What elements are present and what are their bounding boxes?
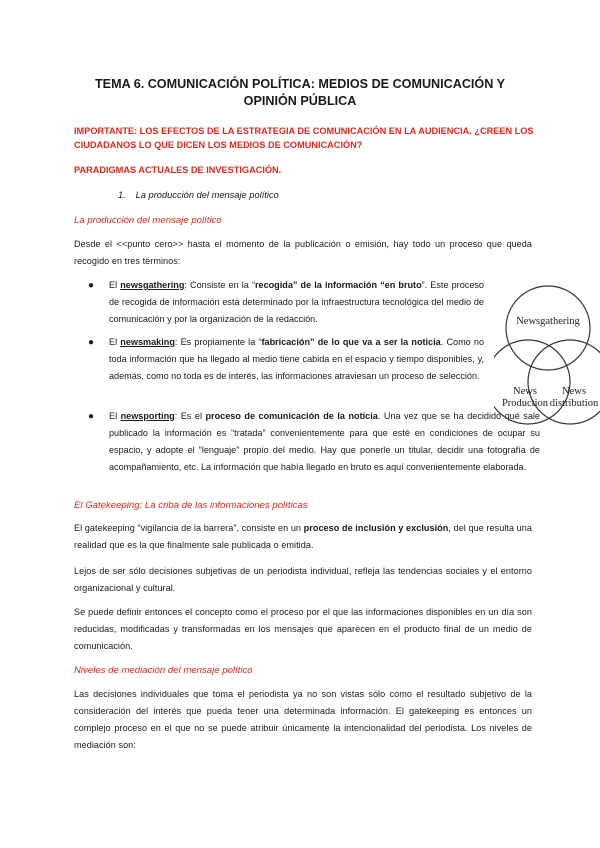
bullet-newsmaking [88, 334, 484, 385]
mediation-paragraph: Las decisiones individuales que toma el periodista ya no son vistas sólo como el resultado subjetivo de la consideración del interés que pueda tener una determinada información. El gatekeeping es entonces un complejo proceso en el que no se puede atribuir únicamente la intencionalidad del periodista. Los niveles de mediación son: [74, 689, 532, 750]
gatekeeping-paragraph-2: Lejos de ser sólo decisiones subjetivas de un periodista individual, refleja las tendencias sociales y el entorno organizacional y cultural. [74, 566, 532, 593]
gatekeeping-paragraph-1: El gatekeeping “vigilancia de la barrera”, consiste en un proceso de inclusión y exclusión, del que resulta una realidad que es la que finalmente sale publicada o emitida. [74, 523, 532, 550]
venn-label-news-right: News [562, 386, 586, 397]
section-heading-mediation: Niveles de mediación del mensaje político [74, 665, 253, 676]
important-note: IMPORTANTE: LOS EFECTOS DE LA ESTRATEGIA DE COMUNICACIÓN EN LA AUDIENCIA. ¿CREEN LOS CIUDADANOS LO QUE DICEN LOS MEDIOS DE COMUNICACIÓN? [74, 126, 534, 150]
production-intro: Desde el <<punto cero>> hasta el momento de la publicación o emisión, hay todo un proceso que queda recogido en tres términos: [74, 239, 532, 266]
bullet-text: El newsmaking: Es propiamente la “fabricación” de lo que va a ser la noticia. Como no toda información que ha llegado al medio tiene cabida en el espacio y tiempo disponibles, y, además, como no toda es de interés, las informaciones atraviesan un proceso de selección. [109, 337, 485, 381]
page-title: TEMA 6. COMUNICACIÓN POLÍTICA: MEDIOS DE COMUNICACIÓN Y OPINIÓN PÚBLICA [94, 77, 505, 108]
bullet-dot: ● [88, 280, 95, 291]
bullet-newsgathering [88, 277, 484, 328]
gatekeeping-paragraph-3: Se puede definir entonces el concepto como el proceso por el que las informaciones disponibles en un día son reducidas, modificadas y transformadas en los mensajes que aparecen en el producto final de un medio de comunicación. [74, 607, 532, 651]
bullet-text: El newsporting: Es el proceso de comunicación de la noticia. Una vez que se ha decidido qué sale publicado la información es “tratada” convenientemente para que esté en condiciones de ocupar su espacio, y adopte el “lenguaje” propio del medio. Hay que ponerle un titular, decidir una fotografía de acompañamiento, etc. La información que había llegado en bruto es aquí convenientemente elaborada. [109, 411, 540, 472]
paradigms-heading: PARADIGMAS ACTUALES DE INVESTIGACIÓN. [74, 165, 282, 175]
numbered-item [118, 190, 279, 200]
venn-circle-news-production [494, 340, 570, 424]
numbered-item-number: 1. [118, 190, 126, 200]
bullet-text: El newsgathering: Consiste en la “recogida” de la información “en bruto”. Este proceso de recogida de información está determinado por la infraestructura tecnológica del medio de comunicación y por la organización de la redacción. [109, 280, 484, 324]
bullet-newsporting [88, 408, 540, 476]
venn-label-newsgathering: Newsgathering [516, 316, 580, 327]
news-process-venn-diagram [494, 278, 600, 438]
venn-label-distribution: distribution [549, 398, 599, 409]
venn-label-production: Production [501, 398, 549, 409]
bullet-dot: ● [88, 337, 95, 348]
numbered-item-text: La producción del mensaje político [135, 190, 279, 200]
venn-circle-newsgathering [506, 286, 590, 370]
venn-circle-news-distribution [528, 340, 600, 424]
section-heading-production: La producción del mensaje político [74, 215, 222, 226]
venn-label-news-left: News [513, 386, 537, 397]
section-heading-gatekeeping: El Gatekeeping: La criba de las informaciones políticas [74, 500, 308, 511]
bullet-dot: ● [88, 411, 95, 422]
